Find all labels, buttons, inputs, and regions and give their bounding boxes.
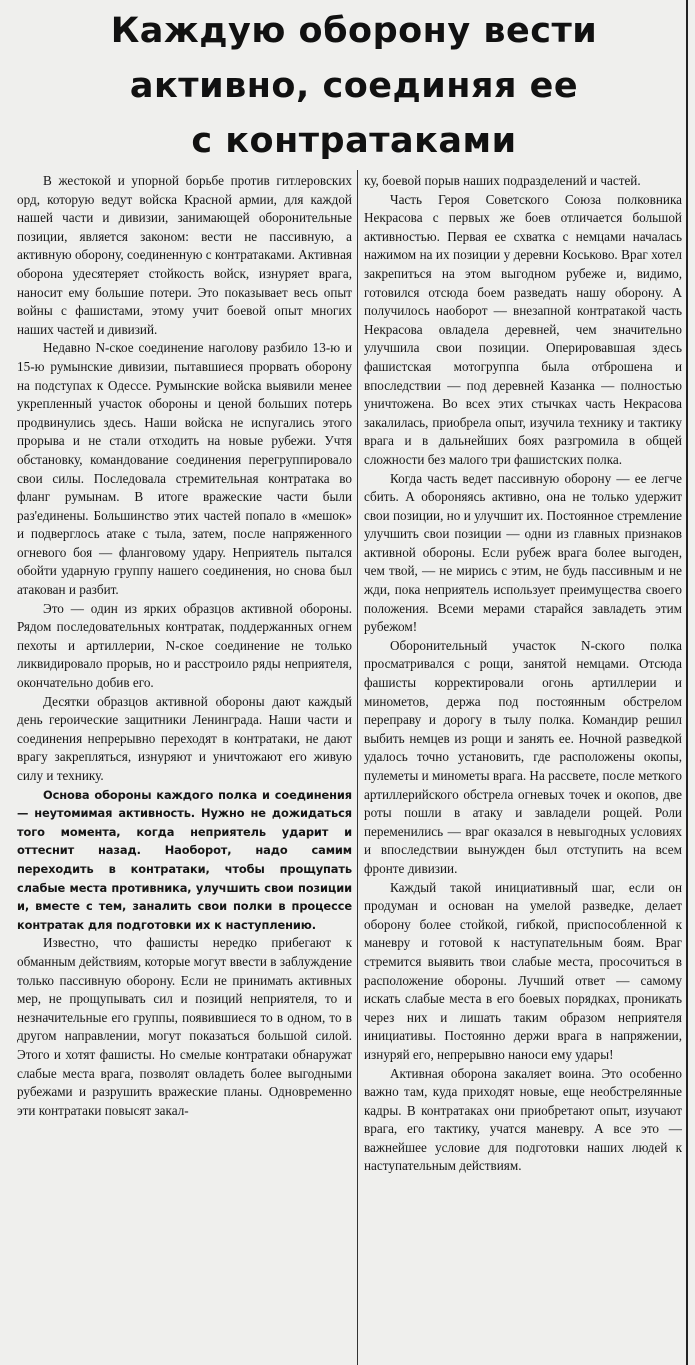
paragraph-9: Когда часть ведет пассивную оборону — ее легче сбить. А обороняясь активно, она не только удержит свои позиции, но и улучшит их. Постоянное стремление улучшить свои позиции — одни из главных признаков активной обороны. Если рубеж врага более выгоден, чем твой, — не мирись с этим, не будь пассивным и не жди, пока неприятель использует преимущества своего положения. Всеми мерами старайся завладеть этим рубежом!	[364, 470, 682, 635]
article-headline	[20, 4, 688, 169]
paragraph-1: В жестокой и упорной борьбе против гитлеровских орд, которую ведут войска Красной армии, для каждой нашей части и дивизии, занимающей оборонительные позиции, является законом: вести не пассивную, а активную оборону, соединенную с контратаками. Активная оборона удесятеряет стойкость войск, изнуряет врага, наносит ему большие потери. Это показывает весь опыт войны с фашистами, этому учит боевой опыт многих наших частей и дивизий.	[17, 173, 352, 337]
headline-line-3: с контратаками	[191, 121, 517, 161]
headline-line-1: Каждую оборону вести	[110, 11, 598, 51]
paragraph-11: Каждый такой инициативный шаг, если он продуман и основан на умелой разведке, делает оборону более стойкой, гибкой, приспособленной к маневру и готовой к наступательным боям. Враг стремится выявить твои слабые места, просочиться в расположение обороны. Лучший ответ — самому искать слабые места в его боевых порядках, проникать через них и лишать таким образом неприятеля инициативы. Постоянно держи врага в напряжении, изнуряй его, непрерывно наноси ему удары!	[364, 879, 682, 1062]
paragraph-12: Активная оборона закаляет воина. Это особенно важно там, куда приходят новые, еще необстрелянные кадры. В контратаках они приобретают опыт, изучают врага, его тактику, учатся маневру. А все это — важнейшее условие для подготовки наших людей к наступательным действиям.	[364, 1065, 682, 1174]
page-edge-rule	[686, 0, 688, 1365]
paragraph-4: Десятки образцов активной обороны дают каждый день героические защитники Ленинграда. Наши части и соединения непрерывно переходят в контратаки, не дают врагу закрепляться, изнуряют и уничтожают его живую силу и технику.	[17, 693, 352, 783]
column-divider	[357, 170, 358, 1365]
paragraph-6: Известно, что фашисты нередко прибегают к обманным действиям, которые могут ввести в заблуждение только пассивную оборону. Если не принимать активных мер, не прощупывать сил и позиций неприятеля, то и незначительные его группы, появившиеся то в одном, то в другом направлении, могут показаться большой силой. Этого и хотят фашисты. Но смелые контратаки обнаружат слабые места врага, позволят овладеть более выгодными рубежами и разрушить вражеские планы. Одновременно эти контратаки повысят закал-	[17, 935, 352, 1118]
left-column	[17, 172, 352, 1120]
paragraph-5-bold: Основа обороны каждого полка и соединения — неутомимая активность. Нужно не дожидаться того момента, когда неприятель ударит и оттеснит назад. Наоборот, надо самим переходить в контратаки, чтобы прощупать слабые места противника, улучшить свои позиции и, вместе с тем, заналить свои полки в процессе контратак для подготовки их к наступлению.	[17, 787, 352, 932]
right-column	[364, 172, 682, 1176]
headline-line-2: активно, соединяя ее	[129, 66, 579, 106]
paragraph-7-continued: ку, боевой порыв наших подразделений и частей.	[364, 173, 641, 188]
paragraph-8: Часть Героя Советского Союза полковника Некрасова с первых же боев отличается большой активностью. Первая ее схватка с немцами началась нажимом на их позиции у деревни Коськово. Враг хотел закрепиться на этом выгодном рубеже и, видимо, готовился отсюда боем разведать нашу оборону. А получилось наоборот — внезапной контратакой часть Некрасова овладела деревней, чем значительно улучшила свои позиции. Оперировавшая здесь фашистская мотогруппа была отброшена и впоследствии — под деревней Казанка — полностью уничтожена. Во всех этих стычках часть Некрасова закалилась, приобрела опыт, изучила технику и тактику врага и в дальнейших боях разгромила в общей сложности без малого три фашистских полка.	[364, 191, 682, 467]
paragraph-3: Это — один из ярких образцов активной обороны. Рядом последовательных контратак, поддержанных огнем пехоты и артиллерии, N-ское соединение не только ликвидировало прорыв, но и расстроило ряды неприятеля, окончательно добив его.	[17, 600, 352, 691]
paragraph-10: Оборонительный участок N-ского полка просматривался с рощи, занятой немцами. Отсюда фашисты корректировали огонь артиллерии и минометов, держа под постоянным обстрелом переправу и дорогу в тылу полка. Командир решил выбить немцев из рощи и занять ее. Ночной разведкой удалось точно установить, где расположены окопы, пулеметы и минометы врага. На рассвете, после меткого артиллерийского обстрела огневых точек и окопов, две роты пошли в атаку и завладели рощей. Роли переменились — враг оказался в невыгодных условиях и впоследствии вынужден был отступить на всем фронте дивизии.	[364, 637, 682, 876]
paragraph-2: Недавно N-ское соединение наголову разбило 13-ю и 15-ю румынские дивизии, пытавшиеся прорвать оборону на подступах к Одессе. Румынские войска выявили менее укрепленный участок обороны и ценой больших потерь продвинулись здесь. Наши войска не испугались этого прорыва и не стали отходить на новые рубежи. Учтя обстановку, командование соединения перегруппировало свои силы. Последовала стремительная контратака во фланг румынам. В итоге вражеские части были раз'единены. Большинство этих частей попало в «мешок» и подверглось атаке с тыла, затем, после напряженного огневого боя — фланговому удару. Неприятель пытался обойти ударную группу нашего соединения, но снова был атакован и разбит.	[17, 340, 352, 598]
